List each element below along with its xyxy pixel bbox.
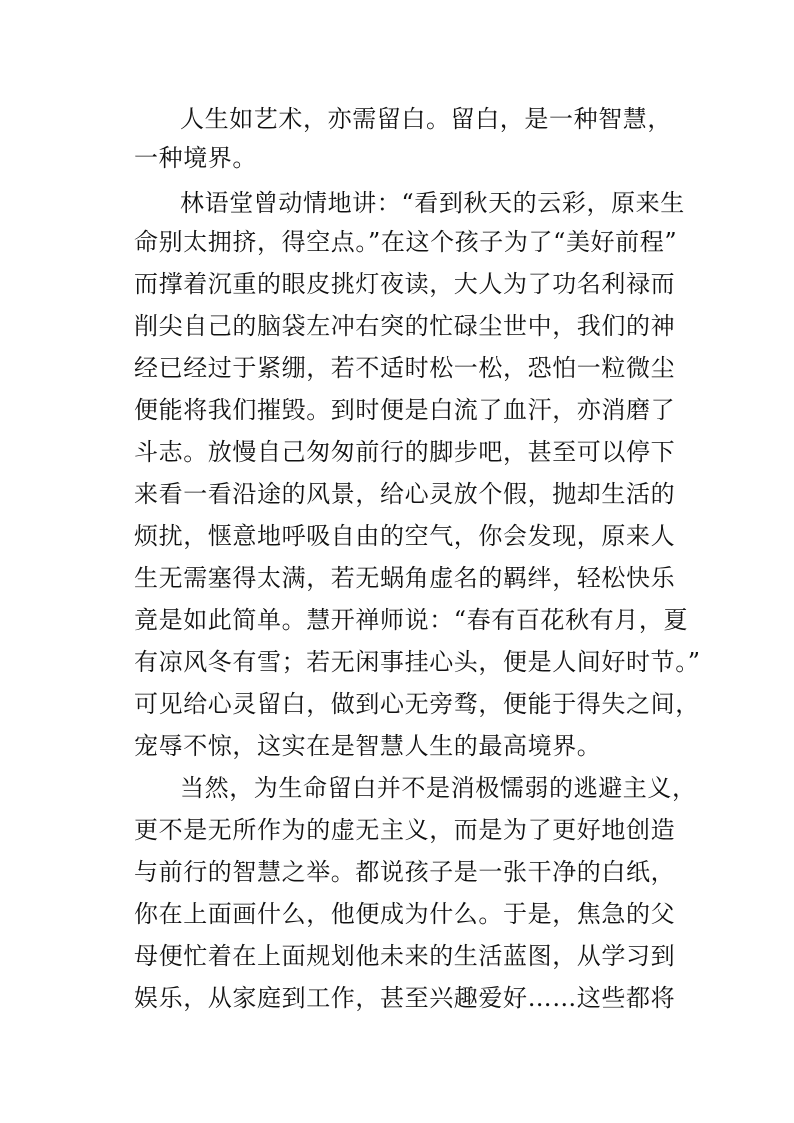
text-line-8: 便能将我们摧毁。到时便是白流了血汗，亦消磨了 [134, 396, 676, 424]
text-line-21: 母便忙着在上面规划他未来的生活蓝图，从学习到 [134, 942, 676, 970]
text-line-2: 一种境界。 [134, 144, 257, 172]
text-line-9: 斗志。放慢自己匆匆前行的脚步吧，甚至可以停下 [134, 438, 676, 466]
text-line-11: 烦扰，惬意地呼吸自由的空气，你会发现，原来人 [134, 522, 676, 550]
text-line-12: 生无需塞得太满，若无蜗角虚名的羁绊，轻松快乐 [134, 564, 676, 592]
text-line-1: 人生如艺术，亦需留白。留白，是一种智慧， [180, 105, 672, 133]
text-line-15: 可见给心灵留白，做到心无旁骛，便能于得失之间， [134, 690, 700, 718]
text-line-18: 更不是无所作为的虚无主义，而是为了更好地创造 [134, 816, 676, 844]
text-line-17: 当然，为生命留白并不是消极懦弱的逃避主义， [180, 774, 697, 802]
text-line-7: 经已经过于紧绷，若不适时松一松，恐怕一粒微尘 [134, 354, 676, 382]
text-line-10: 来看一看沿途的风景，给心灵放个假，抛却生活的 [134, 480, 676, 508]
text-line-5: 而撑着沉重的眼皮挑灯夜读，大人为了功名利禄而 [134, 270, 676, 298]
text-line-3: 林语堂曾动情地讲：“看到秋天的云彩，原来生 [180, 189, 685, 217]
text-line-20: 你在上面画什么，他便成为什么。于是，焦急的父 [134, 900, 676, 928]
text-line-4: 命别太拥挤，得空点。”在这个孩子为了“美好前程” [134, 228, 678, 256]
text-line-13: 竟是如此简单。慧开禅师说：“春有百花秋有月，夏 [134, 606, 689, 634]
text-line-16: 宠辱不惊，这实在是智慧人生的最高境界。 [134, 732, 602, 760]
text-line-6: 削尖自己的脑袋左冲右突的忙碌尘世中，我们的神 [134, 312, 676, 340]
text-line-14: 有凉风冬有雪；若无闲事挂心头，便是人间好时节。” [134, 648, 701, 676]
text-line-19: 与前行的智慧之举。都说孩子是一张干净的白纸， [134, 858, 676, 886]
text-line-22: 娱乐，从家庭到工作，甚至兴趣爱好……这些都将 [134, 984, 676, 1012]
